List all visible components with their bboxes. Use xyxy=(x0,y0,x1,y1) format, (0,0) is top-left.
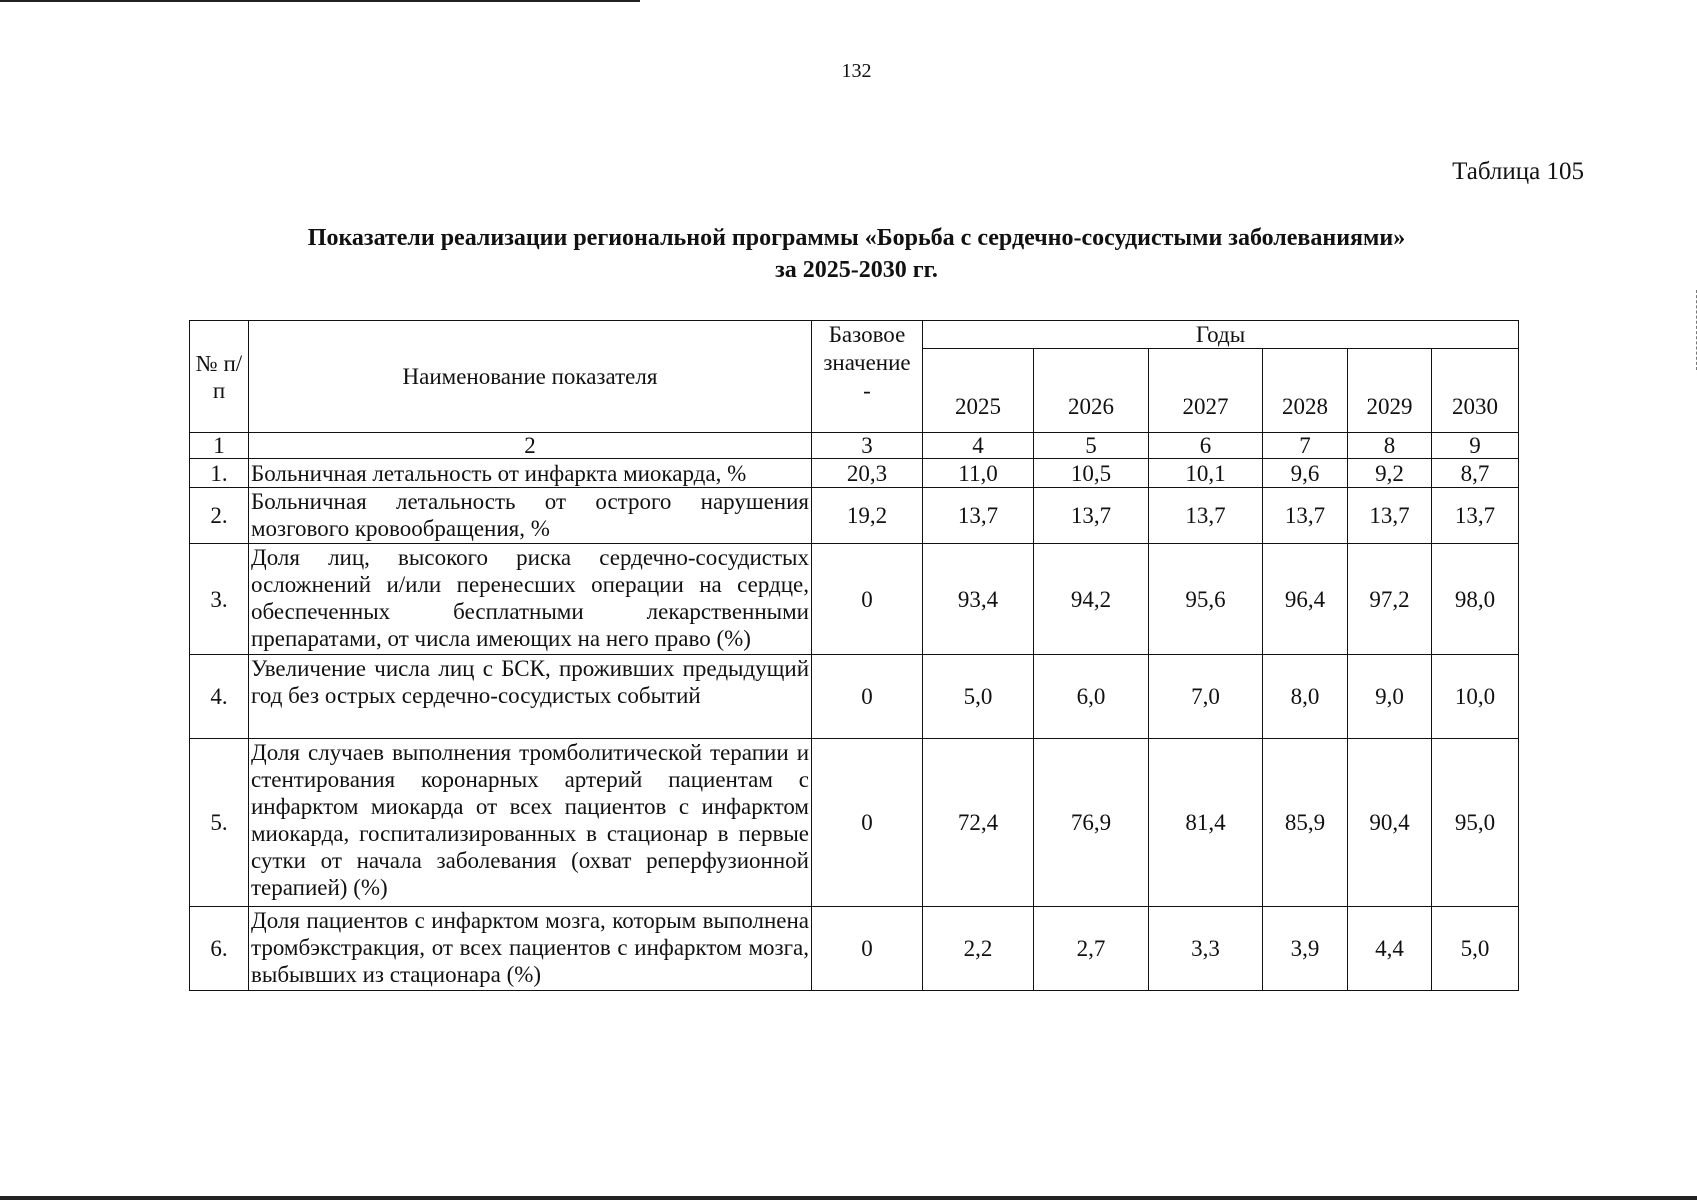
header-year-2030: 2030 xyxy=(1432,349,1519,433)
page-number: 132 xyxy=(841,60,872,82)
value-2029: 97,2 xyxy=(1348,544,1432,655)
document-title-line-2: за 2025-2030 гг. xyxy=(775,257,938,283)
value-2026: 76,9 xyxy=(1034,739,1149,907)
value-2029: 90,4 xyxy=(1348,739,1432,907)
header-base-label: Базовое значение xyxy=(823,322,911,375)
value-2028: 96,4 xyxy=(1263,544,1348,655)
column-index-cell: 4 xyxy=(923,433,1034,459)
value-2025: 93,4 xyxy=(923,544,1034,655)
header-base xyxy=(812,321,923,433)
row-number: 3. xyxy=(190,544,249,655)
value-2027: 81,4 xyxy=(1149,739,1263,907)
scan-edge-bottom xyxy=(0,1196,1697,1200)
table-row xyxy=(190,544,1519,655)
column-index-cell: 7 xyxy=(1263,433,1348,459)
value-2029: 9,2 xyxy=(1348,459,1432,488)
column-index-cell: 2 xyxy=(249,433,812,459)
value-2025: 2,2 xyxy=(923,907,1034,991)
value-2025: 11,0 xyxy=(923,459,1034,488)
header-years-group: Годы xyxy=(923,321,1519,349)
value-2025: 13,7 xyxy=(923,488,1034,544)
header-year-2028: 2028 xyxy=(1263,349,1348,433)
base-value: 0 xyxy=(812,907,923,991)
indicator-name: Увеличение числа лиц с БСК, проживших предыдущий год без острых сердечно-сосудистых событий xyxy=(249,655,812,739)
value-2028: 13,7 xyxy=(1263,488,1348,544)
column-index-cell: 9 xyxy=(1432,433,1519,459)
base-value: 0 xyxy=(812,655,923,739)
value-2025: 72,4 xyxy=(923,739,1034,907)
header-num: № п/п xyxy=(190,321,249,433)
value-2027: 13,7 xyxy=(1149,488,1263,544)
base-value: 0 xyxy=(812,739,923,907)
value-2027: 7,0 xyxy=(1149,655,1263,739)
header-row-1 xyxy=(190,321,1519,349)
column-index-cell: 1 xyxy=(190,433,249,459)
base-value: 0 xyxy=(812,544,923,655)
value-2026: 13,7 xyxy=(1034,488,1149,544)
value-2030: 8,7 xyxy=(1432,459,1519,488)
header-year-2029: 2029 xyxy=(1348,349,1432,433)
column-index-cell: 3 xyxy=(812,433,923,459)
row-number: 4. xyxy=(190,655,249,739)
table-label: Таблица 105 xyxy=(1452,158,1584,185)
header-year-2025: 2025 xyxy=(923,349,1034,433)
row-number: 2. xyxy=(190,488,249,544)
row-number: 5. xyxy=(190,739,249,907)
base-value: 20,3 xyxy=(812,459,923,488)
scan-edge-right xyxy=(1693,290,1697,370)
value-2027: 95,6 xyxy=(1149,544,1263,655)
value-2028: 8,0 xyxy=(1263,655,1348,739)
document-title-line-1: Показатели реализации региональной программы «Борьба с сердечно-сосудистыми заболеваниями» xyxy=(307,225,1406,251)
indicators-table xyxy=(189,320,1519,991)
indicator-name: Доля лиц, высокого риска сердечно-сосудистых осложнений и/или перенесших операции на сердце, обеспеченных бесплатными лекарственными препаратами, от числа имеющих на него право (%) xyxy=(249,544,812,655)
column-index-row xyxy=(190,433,1519,459)
indicator-name: Больничная летальность от инфаркта миокарда, % xyxy=(249,459,812,488)
row-number: 1. xyxy=(190,459,249,488)
value-2030: 5,0 xyxy=(1432,907,1519,991)
value-2030: 98,0 xyxy=(1432,544,1519,655)
table-row xyxy=(190,907,1519,991)
table-row xyxy=(190,488,1519,544)
value-2030: 95,0 xyxy=(1432,739,1519,907)
value-2030: 13,7 xyxy=(1432,488,1519,544)
table-row xyxy=(190,739,1519,907)
base-value: 19,2 xyxy=(812,488,923,544)
indicator-name: Доля случаев выполнения тромболитической терапии и стентирования коронарных артерий пациентам с инфарктом миокарда от всех пациентов с инфарктом миокарда, госпитализированных в стационар в первые сутки от начала заболевания (охват реперфузионной терапией) (%) xyxy=(249,739,812,907)
header-year-2026: 2026 xyxy=(1034,349,1149,433)
value-2030: 10,0 xyxy=(1432,655,1519,739)
value-2026: 6,0 xyxy=(1034,655,1149,739)
value-2026: 2,7 xyxy=(1034,907,1149,991)
value-2028: 3,9 xyxy=(1263,907,1348,991)
scan-edge-top xyxy=(0,0,640,2)
column-index-cell: 6 xyxy=(1149,433,1263,459)
table-row xyxy=(190,655,1519,739)
header-year-2027: 2027 xyxy=(1149,349,1263,433)
value-2028: 9,6 xyxy=(1263,459,1348,488)
value-2027: 10,1 xyxy=(1149,459,1263,488)
row-number: 6. xyxy=(190,907,249,991)
value-2025: 5,0 xyxy=(923,655,1034,739)
value-2029: 9,0 xyxy=(1348,655,1432,739)
value-2026: 94,2 xyxy=(1034,544,1149,655)
value-2028: 85,9 xyxy=(1263,739,1348,907)
value-2029: 4,4 xyxy=(1348,907,1432,991)
header-name: Наименование показателя xyxy=(249,321,812,433)
indicator-name: Больничная летальность от острого нарушения мозгового кровообращения, % xyxy=(249,488,812,544)
column-index-cell: 8 xyxy=(1348,433,1432,459)
column-index-cell: 5 xyxy=(1034,433,1149,459)
value-2027: 3,3 xyxy=(1149,907,1263,991)
indicator-name: Доля пациентов с инфарктом мозга, которым выполнена тромбэкстракция, от всех пациентов с инфарктом мозга, выбывших из стационара (%) xyxy=(249,907,812,991)
table-row xyxy=(190,459,1519,488)
header-base-dash: - xyxy=(863,378,871,403)
document-title xyxy=(150,222,1563,286)
value-2029: 13,7 xyxy=(1348,488,1432,544)
value-2026: 10,5 xyxy=(1034,459,1149,488)
